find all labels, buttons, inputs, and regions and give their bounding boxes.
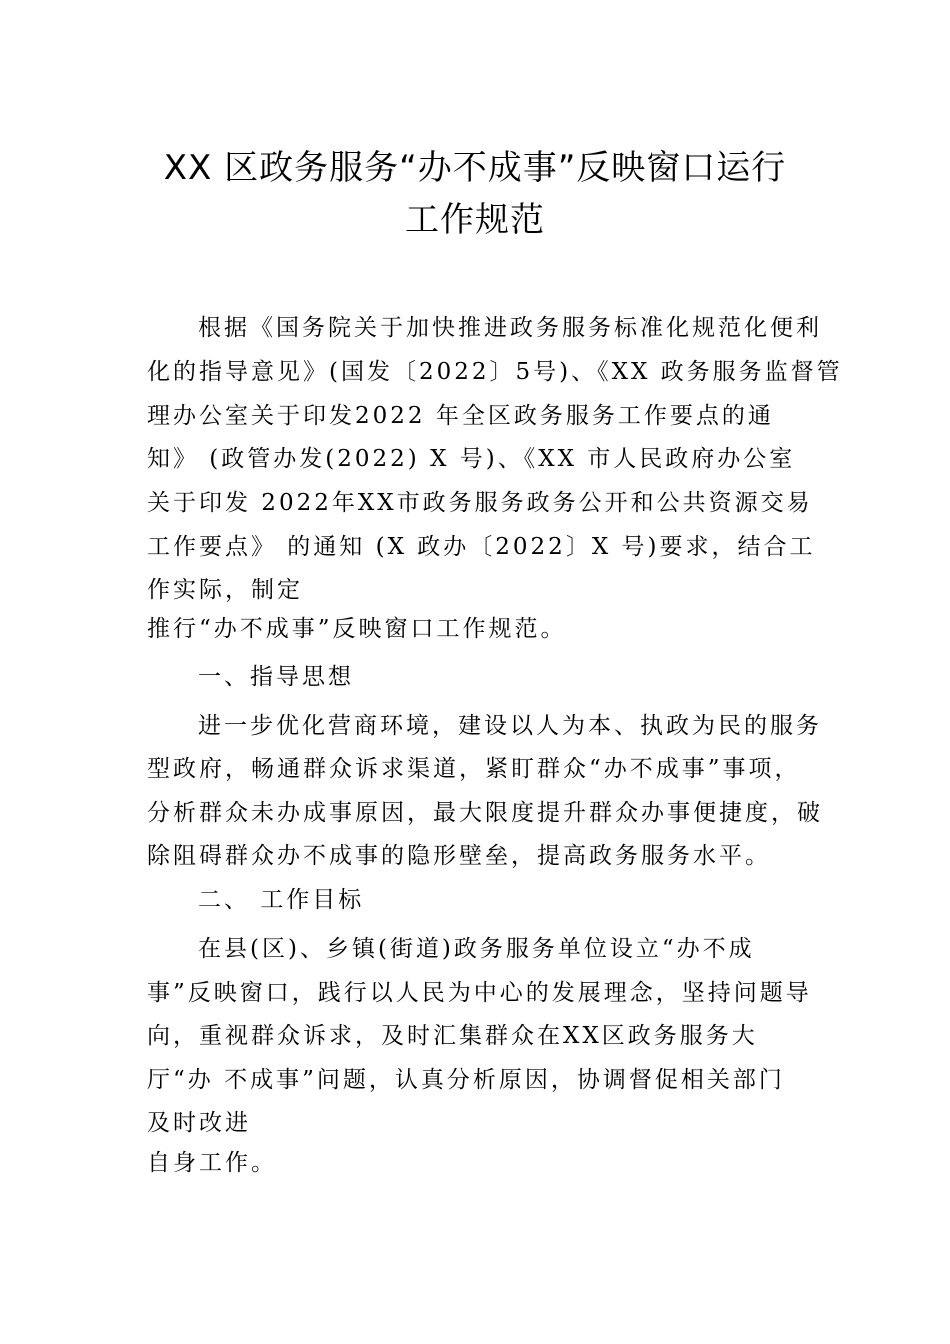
body-line: 作实际，制定 [147, 577, 303, 603]
body-line: 进一步优化营商环境，建设以人为本、执政为民的服务 [198, 713, 822, 739]
body-line: 型政府，畅通群众诉求渠道，紧盯群众“办不成事”事项， [147, 756, 801, 782]
body-line: 分析群众未办成事原因，最大限度提升群众办事便捷度，破 [147, 800, 823, 826]
body-line: 关于印发 2022年XX市政务服务政务公开和公共资源交易 [147, 490, 813, 516]
body-line: 除阻碍群众办不成事的隐形壁垒，提高政务服务水平。 [147, 843, 771, 869]
body-line: 向，重视群众诉求，及时汇集群众在XX区政务服务大 [147, 1023, 758, 1049]
document-title-line-1: XX 区政务服务“办不成事”反映窗口运行 [163, 148, 787, 188]
body-line: 自身工作。 [147, 1150, 277, 1176]
body-line: 化的指导意见》(国发〔2022〕5号)、《XX 政务服务监督管 [147, 359, 843, 385]
body-line: 厅“办 不成事”问题，认真分析原因，协调督促相关部门 [147, 1067, 785, 1093]
document-title-line-2: 工作规范 [405, 200, 545, 240]
body-line: 工作要点》 的通知 (X 政办〔2022〕X 号)要求，结合工 [147, 534, 816, 560]
body-line: 知》 (政管办发(2022) X 号)、《XX 市人民政府办公室 [147, 446, 796, 472]
section-heading: 一、指导思想 [198, 664, 354, 690]
body-line: 理办公室关于印发2022 年全区政务服务工作要点的通 [147, 403, 774, 429]
body-line: 在县(区)、乡镇(街道)政务服务单位设立“办不成 [198, 936, 755, 962]
body-line: 及时改进 [147, 1110, 251, 1136]
body-line: 事”反映窗口，践行以人民为中心的发展理念，坚持问题导 [147, 980, 812, 1006]
body-line: 推行“办不成事”反映窗口工作规范。 [147, 616, 567, 642]
section-heading: 二、 工作目标 [198, 887, 365, 913]
body-line: 根据《国务院关于加快推进政务服务标准化规范化便利 [198, 315, 822, 341]
